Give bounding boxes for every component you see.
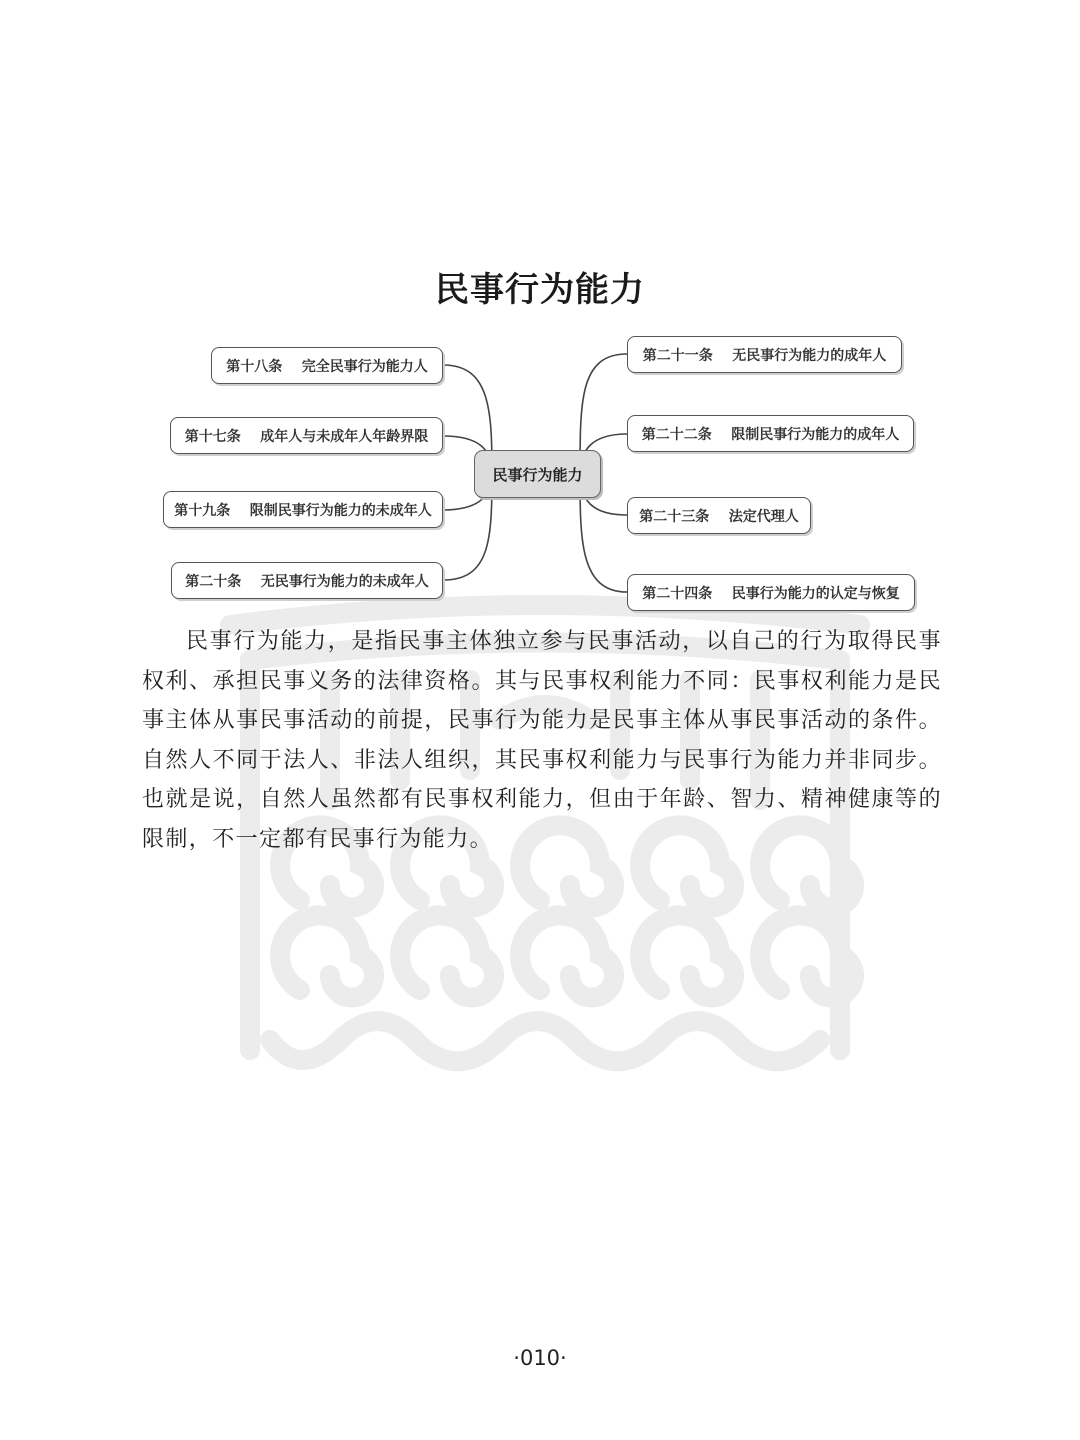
mindmap-node-article-18: 第十八条 完全民事行为能力人 [211,347,443,384]
mindmap-node-article-24: 第二十四条 民事行为能力的认定与恢复 [627,574,915,611]
mindmap-node-article-23: 第二十三条 法定代理人 [627,497,811,534]
mindmap-node-article-22: 第二十二条 限制民事行为能力的成年人 [627,415,914,452]
mindmap-node-article-21: 第二十一条 无民事行为能力的成年人 [627,336,902,373]
page-number: ·010· [513,1346,567,1370]
mindmap-node-article-20: 第二十条 无民事行为能力的未成年人 [171,562,443,599]
mindmap-center-node: 民事行为能力 [474,450,601,498]
mindmap-node-article-17: 第十七条 成年人与未成年人年龄界限 [170,417,443,454]
page-title: 民事行为能力 [435,270,645,310]
body-paragraph: 民事行为能力，是指民事主体独立参与民事活动，以自己的行为取得民事权利、承担民事义务的法律资格。其与民事权利能力不同：民事权利能力是民事主体从事民事活动的前提，民事行为能力是民事主体从事民事活动的条件。自然人不同于法人、非法人组织，其民事权利能力与民事行为能力并非同步。也就是说，自然人虽然都有民事权利能力，但由于年龄、智力、精神健康等的限制，不一定都有民事行为能力。 [142,629,942,852]
mindmap-node-article-19: 第十九条 限制民事行为能力的未成年人 [163,491,443,528]
